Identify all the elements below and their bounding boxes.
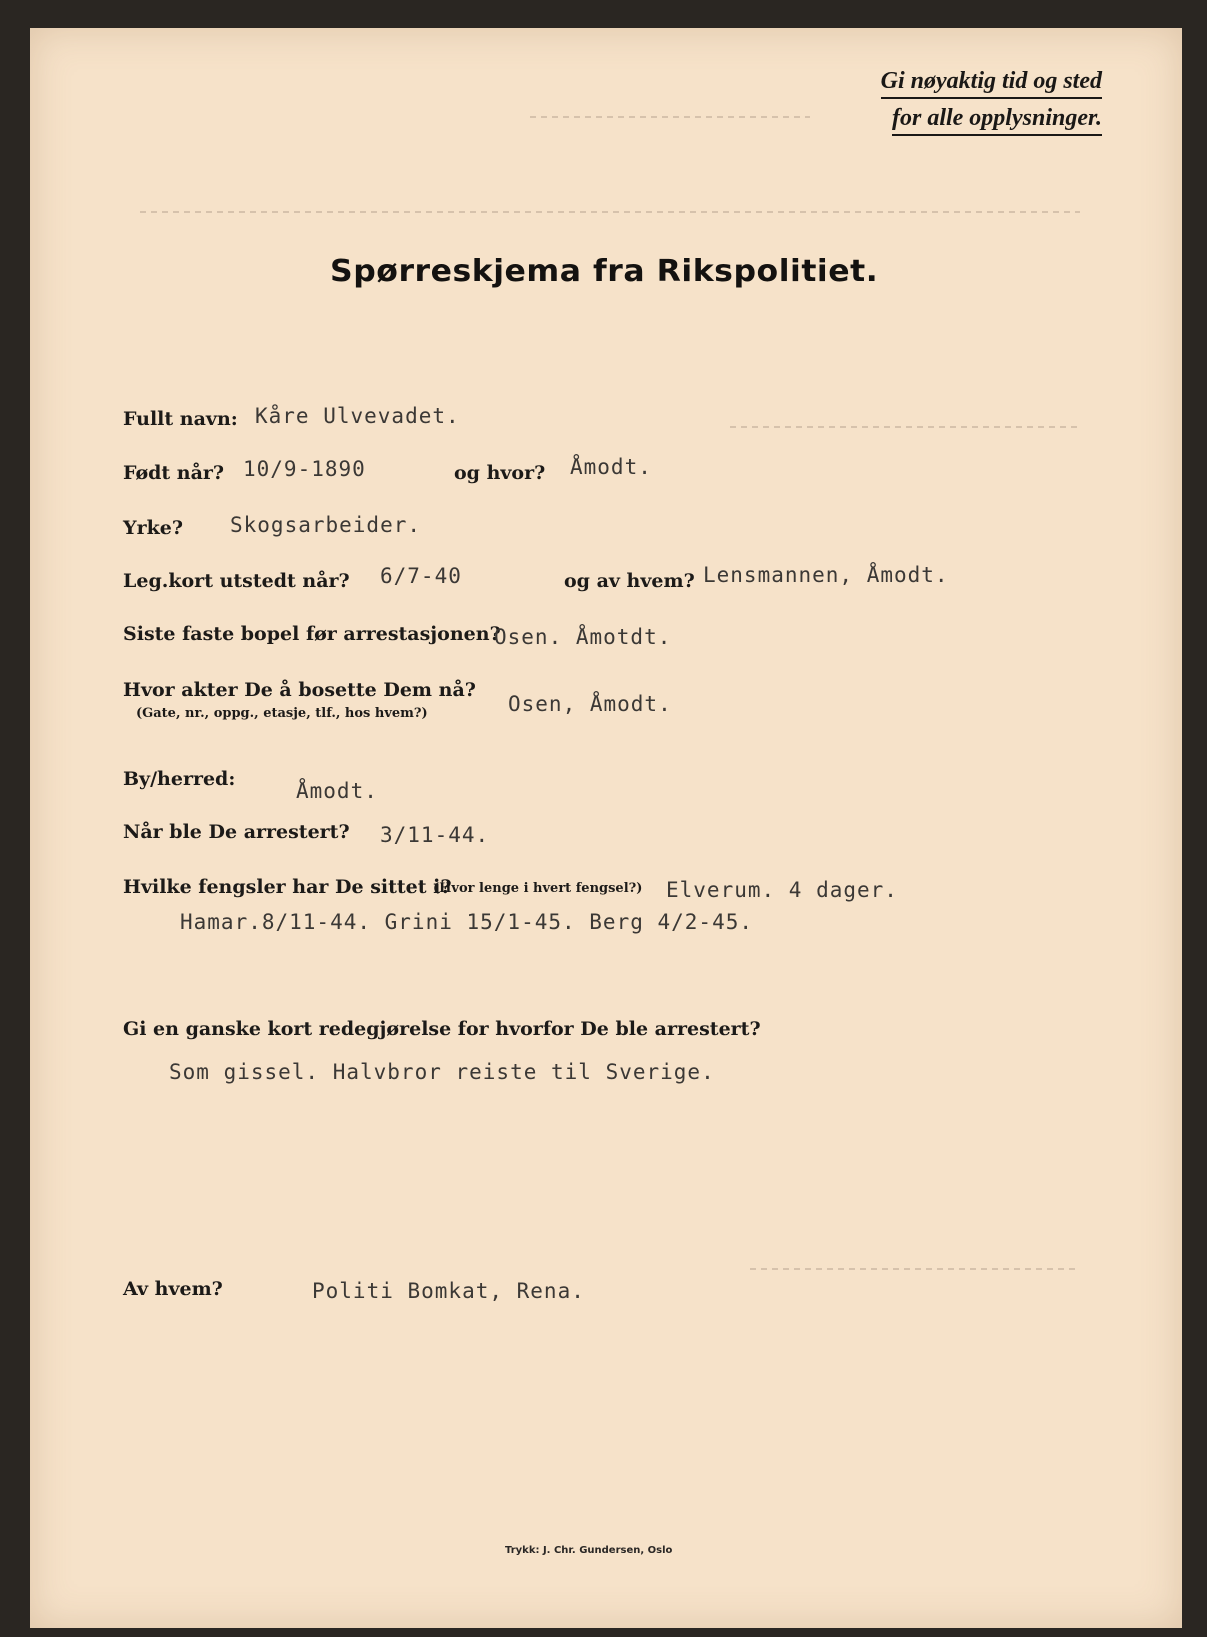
prisons-hint: (Hvor lenge i hvert fengsel?) [433,881,643,896]
last-address-label: Siste faste bopel før arrestasjonen? [123,623,501,645]
born-label: Født når? [123,462,225,484]
bleed-through-mark [750,1268,1080,1270]
instruction-notice [881,68,1102,136]
reason-value: Som gissel. Halvbror reiste til Sverige. [169,1060,715,1084]
arrested-label: Når ble De arrestert? [123,821,350,843]
settle-label: Hvor akter De å bosette Dem nå? [123,679,476,701]
id-card-value: 6/7-40 [380,564,462,588]
arrested-value: 3/11-44. [380,823,490,847]
issued-by-label: og av hvem? [564,570,695,592]
prisons-value-line1: Elverum. 4 dager. [666,878,898,902]
bleed-through-mark [140,211,1080,213]
prisons-label: Hvilke fengsler har De sittet i? [123,876,452,898]
name-value: Kåre Ulvevadet. [255,404,460,428]
printer-credit: Trykk: J. Chr. Gundersen, Oslo [505,1545,673,1556]
notice-line-2: for alle opplysninger. [892,105,1102,136]
form-title: Spørreskjema fra Rikspolitiet. [330,254,879,289]
occupation-label: Yrke? [123,517,183,539]
reason-label: Gi en ganske kort redegjørelse for hvorfor De ble arrestert? [123,1018,761,1040]
district-value: Åmodt. [296,779,378,803]
by-whom-label: Av hvem? [123,1278,223,1300]
notice-line-1: Gi nøyaktig tid og sted [881,68,1102,99]
occupation-value: Skogsarbeider. [230,513,422,537]
form-sheet [30,28,1182,1628]
district-label: By/herred: [123,768,236,790]
settle-value: Osen, Åmodt. [508,692,672,716]
where-label: og hvor? [454,462,546,484]
born-value: 10/9-1890 [243,457,366,481]
name-label: Fullt navn: [123,408,238,430]
by-whom-value: Politi Bomkat, Rena. [312,1279,585,1303]
last-address-value: Osen. Åmotdt. [494,625,672,649]
bleed-through-mark [530,116,810,118]
issued-by-value: Lensmannen, Åmodt. [703,563,949,587]
id-card-label: Leg.kort utstedt når? [123,570,350,592]
settle-hint: (Gate, nr., oppg., etasje, tlf., hos hvem?) [136,706,428,721]
prisons-value-line2: Hamar.8/11-44. Grini 15/1-45. Berg 4/2-45. [180,910,754,934]
bleed-through-mark [730,426,1080,428]
where-value: Åmodt. [570,455,652,479]
